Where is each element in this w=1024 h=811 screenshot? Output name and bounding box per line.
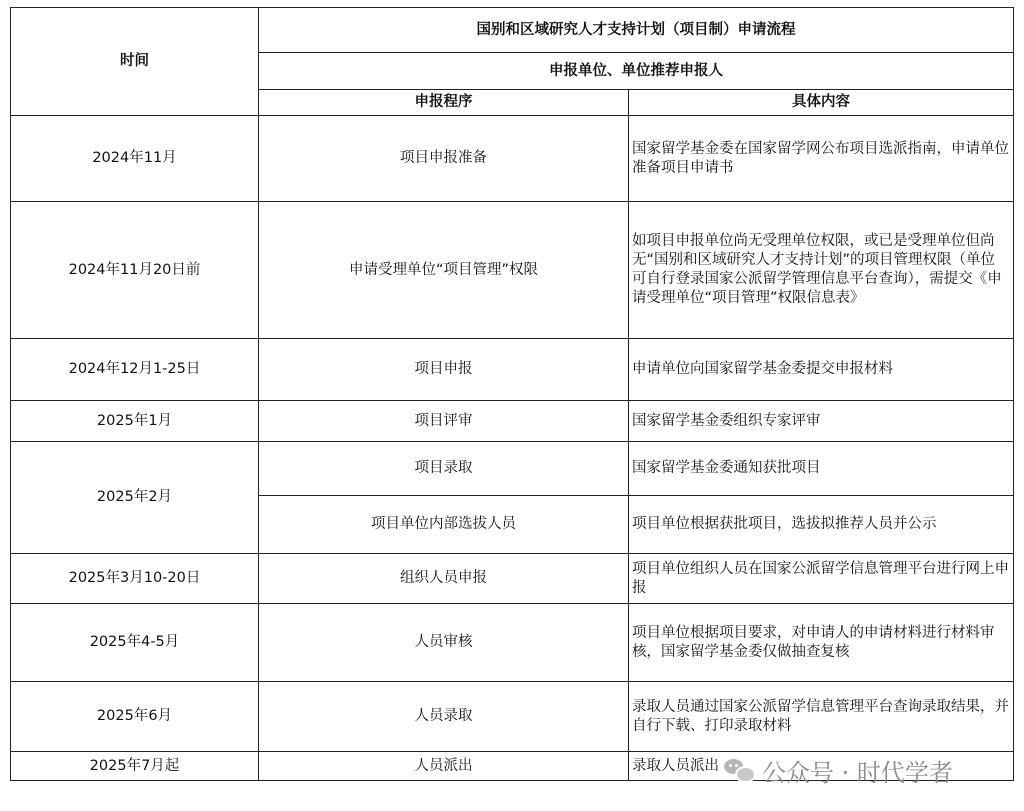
- row-process: 项目申报: [259, 339, 629, 401]
- row-content: 录取人员派出: [629, 752, 1014, 781]
- row-content: 项目单位根据获批项目，选拔拟推荐人员并公示: [629, 496, 1014, 554]
- row-time: 2025年2月: [11, 442, 259, 554]
- row-process: 人员审核: [259, 604, 629, 682]
- row-process: 项目单位内部选拔人员: [259, 496, 629, 554]
- table-row: [11, 116, 1014, 202]
- table-subtitle: 申报单位、单位推荐申报人: [259, 53, 1014, 90]
- row-time: 2024年12月1-25日: [11, 339, 259, 401]
- table-row: [11, 554, 1014, 604]
- table-row: [11, 401, 1014, 442]
- content-column-header: 具体内容: [629, 90, 1014, 116]
- row-time: 2024年11月20日前: [11, 202, 259, 339]
- header-row-title: [11, 8, 1014, 53]
- row-content: 项目单位根据项目要求，对申请人的申请材料进行材料审核，国家留学基金委仅做抽查复核: [629, 604, 1014, 682]
- process-column-header: 申报程序: [259, 90, 629, 116]
- row-content: 国家留学基金委组织专家评审: [629, 401, 1014, 442]
- row-process: 组织人员申报: [259, 554, 629, 604]
- row-process: 项目评审: [259, 401, 629, 442]
- row-time: 2025年6月: [11, 682, 259, 752]
- watermark: [724, 752, 953, 788]
- row-process: 项目录取: [259, 442, 629, 496]
- row-process: 申请受理单位“项目管理”权限: [259, 202, 629, 339]
- row-time: 2025年1月: [11, 401, 259, 442]
- row-content: 录取人员通过国家公派留学信息管理平台查询录取结果，并自行下载、打印录取材料: [629, 682, 1014, 752]
- row-time: 2024年11月: [11, 116, 259, 202]
- row-content: 如项目申报单位尚无受理单位权限，或已是受理单位但尚无“国别和区域研究人才支持计划”的项目管理权限（单位可自行登录国家公派留学管理信息平台查询），需提交《申请受理单位“项目管理”权限信息表》: [629, 202, 1014, 339]
- wechat-icon: [724, 757, 754, 783]
- table-row: [11, 442, 1014, 496]
- application-process-table: [10, 7, 1014, 781]
- row-process: 人员录取: [259, 682, 629, 752]
- row-process: 项目申报准备: [259, 116, 629, 202]
- watermark-text: 公众号 · 时代学者: [762, 758, 953, 787]
- row-content: 申请单位向国家留学基金委提交申报材料: [629, 339, 1014, 401]
- table-row: [11, 604, 1014, 682]
- row-time: 2025年3月10-20日: [11, 554, 259, 604]
- row-time: 2025年4-5月: [11, 604, 259, 682]
- row-time: 2025年7月起: [11, 752, 259, 781]
- table-row: [11, 339, 1014, 401]
- row-content: 国家留学基金委通知获批项目: [629, 442, 1014, 496]
- time-header: 时间: [11, 8, 259, 116]
- table-row: [11, 682, 1014, 752]
- row-content: 国家留学基金委在国家留学网公布项目选派指南，申请单位准备项目申请书: [629, 116, 1014, 202]
- table-row: [11, 202, 1014, 339]
- row-content: 项目单位组织人员在国家公派留学信息管理平台进行网上申报: [629, 554, 1014, 604]
- table-title: 国别和区域研究人才支持计划（项目制）申请流程: [259, 8, 1014, 53]
- row-process: 人员派出: [259, 752, 629, 781]
